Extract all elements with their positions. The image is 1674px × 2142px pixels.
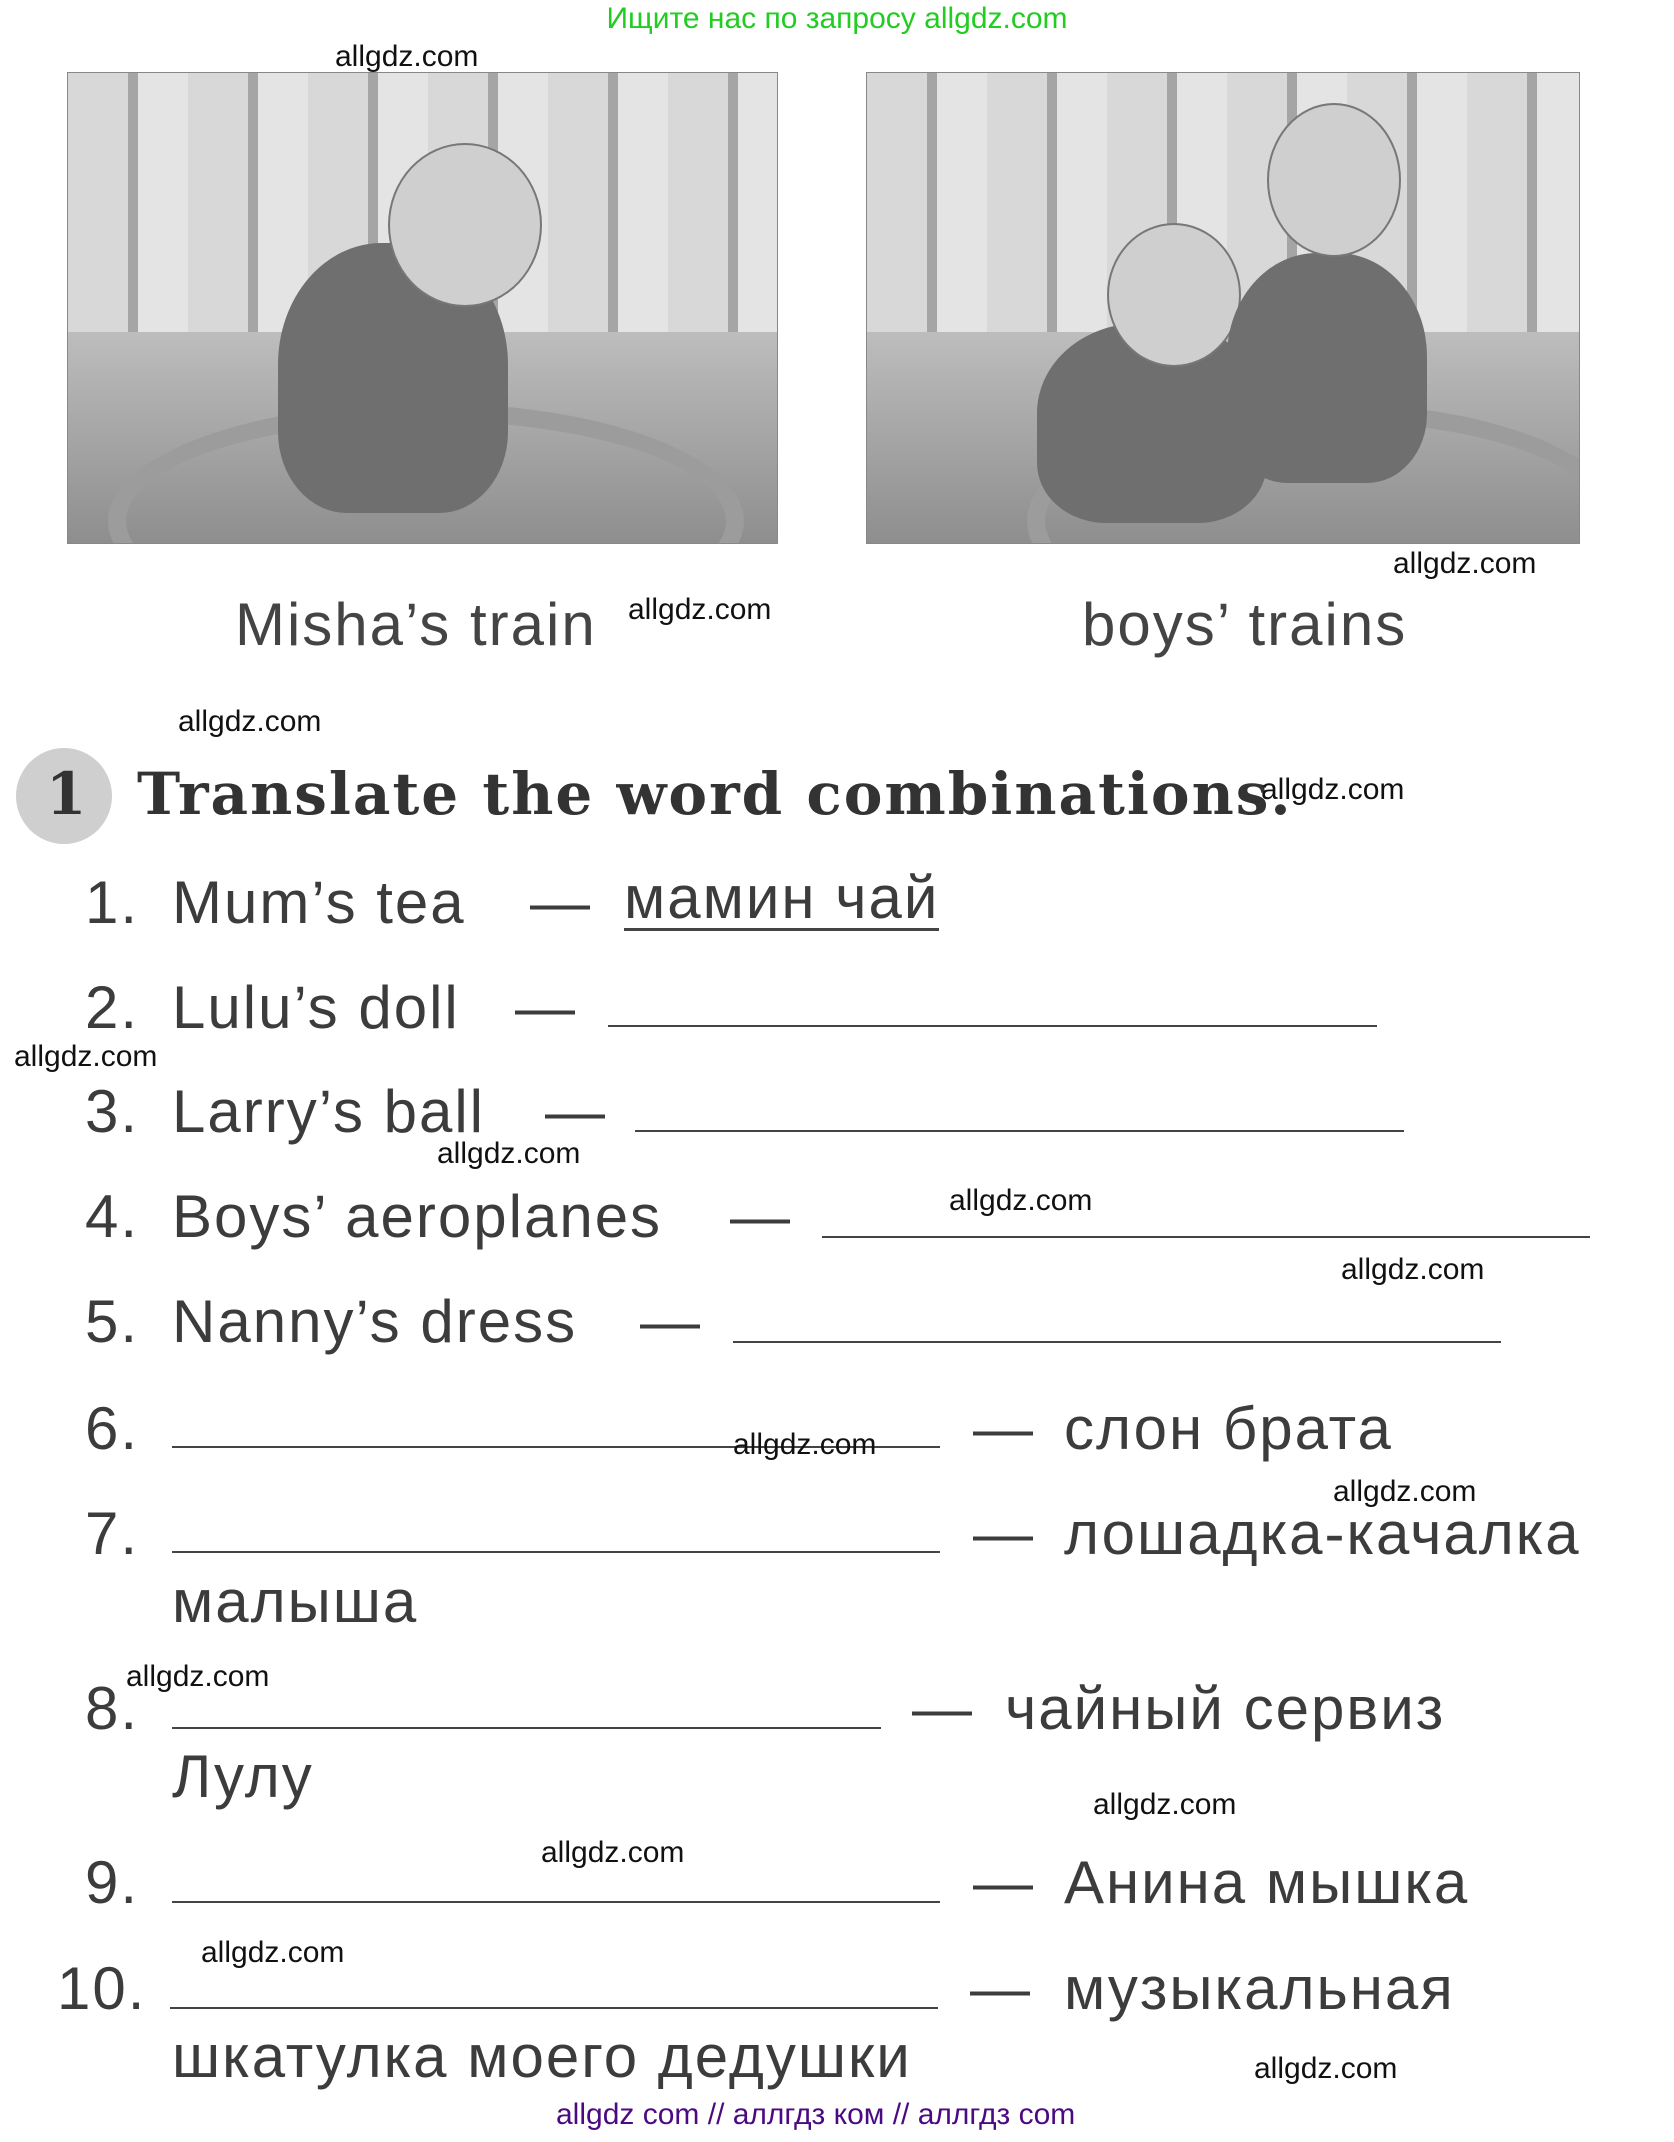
watermark: allgdz.com [335, 40, 479, 73]
answer-blank[interactable] [172, 1727, 881, 1729]
item-russian: Анина мышка [1064, 1849, 1470, 1916]
item-dash: — [640, 1288, 702, 1355]
exercise-number: 1 [46, 760, 87, 828]
watermark: allgdz.com [1393, 547, 1537, 580]
watermark: allgdz.com [201, 1936, 345, 1969]
item-number: 2. [85, 974, 140, 1041]
item-english: Larry’s ball [172, 1078, 486, 1145]
answer-blank[interactable] [608, 1025, 1377, 1027]
item-russian-cont: Лулу [172, 1743, 314, 1810]
photo-misha-train [67, 72, 778, 544]
watermark: allgdz.com [541, 1836, 685, 1869]
item-english: Mum’s tea [172, 869, 466, 936]
item-number: 3. [85, 1078, 140, 1145]
item-dash: — [973, 1849, 1035, 1916]
item-dash: — [545, 1078, 607, 1145]
item-english: Nanny’s dress [172, 1288, 578, 1355]
answer-blank[interactable] [172, 1551, 940, 1553]
item-dash: — [973, 1500, 1035, 1567]
watermark: allgdz.com [949, 1184, 1093, 1217]
item-number: 7. [85, 1500, 140, 1567]
answer-blank[interactable] [172, 1901, 940, 1903]
caption-misha-train: Misha’s train [235, 591, 597, 658]
watermark: allgdz.com [628, 593, 772, 626]
watermark: allgdz.com [1254, 2052, 1398, 2085]
item-english: Boys’ aeroplanes [172, 1183, 663, 1250]
item-number: 1. [85, 869, 140, 936]
watermark: allgdz.com [14, 1040, 158, 1073]
item-answer: мамин чай [624, 864, 940, 931]
item-dash: — [970, 1955, 1032, 2022]
caption-boys-trains: boys’ trains [1082, 591, 1408, 658]
item-dash: — [515, 974, 577, 1041]
watermark: allgdz.com [437, 1137, 581, 1170]
item-number: 8. [85, 1675, 140, 1742]
watermark: allgdz.com [733, 1428, 877, 1461]
exercise-title: Translate the word combinations. [137, 760, 1293, 828]
watermark: allgdz.com [1341, 1253, 1485, 1286]
item-russian: слон брата [1064, 1395, 1393, 1462]
item-russian: чайный сервиз [1005, 1675, 1446, 1742]
item-russian-cont: шкатулка моего дедушки [172, 2023, 912, 2090]
item-dash: — [973, 1395, 1035, 1462]
item-number: 5. [85, 1288, 140, 1355]
item-dash: — [530, 869, 592, 936]
item-dash: — [730, 1183, 792, 1250]
watermark: allgdz.com [1333, 1475, 1477, 1508]
item-russian: музыкальная [1064, 1955, 1455, 2022]
item-number: 10. [57, 1955, 147, 2022]
item-number: 4. [85, 1183, 140, 1250]
item-english: Lulu’s doll [172, 974, 460, 1041]
answer-blank[interactable] [822, 1236, 1590, 1238]
answer-blank[interactable] [170, 2007, 938, 2009]
item-dash: — [912, 1675, 974, 1742]
watermark: allgdz.com [1093, 1788, 1237, 1821]
item-russian-cont: малыша [172, 1568, 419, 1635]
watermark: allgdz.com [1261, 773, 1405, 806]
item-russian: лошадка-качалка [1064, 1500, 1581, 1567]
watermark: allgdz.com [126, 1660, 270, 1693]
answer-blank[interactable] [733, 1341, 1501, 1343]
item-number: 6. [85, 1395, 140, 1462]
photo-boys-trains [866, 72, 1580, 544]
answer-blank[interactable] [635, 1130, 1404, 1132]
item-number: 9. [85, 1849, 140, 1916]
footer-watermark: allgdz com // аллгдз ком // аллгдз com [556, 2098, 1076, 2131]
search-banner: Ищите нас по запросу allgdz.com [606, 2, 1068, 35]
watermark: allgdz.com [178, 705, 322, 738]
